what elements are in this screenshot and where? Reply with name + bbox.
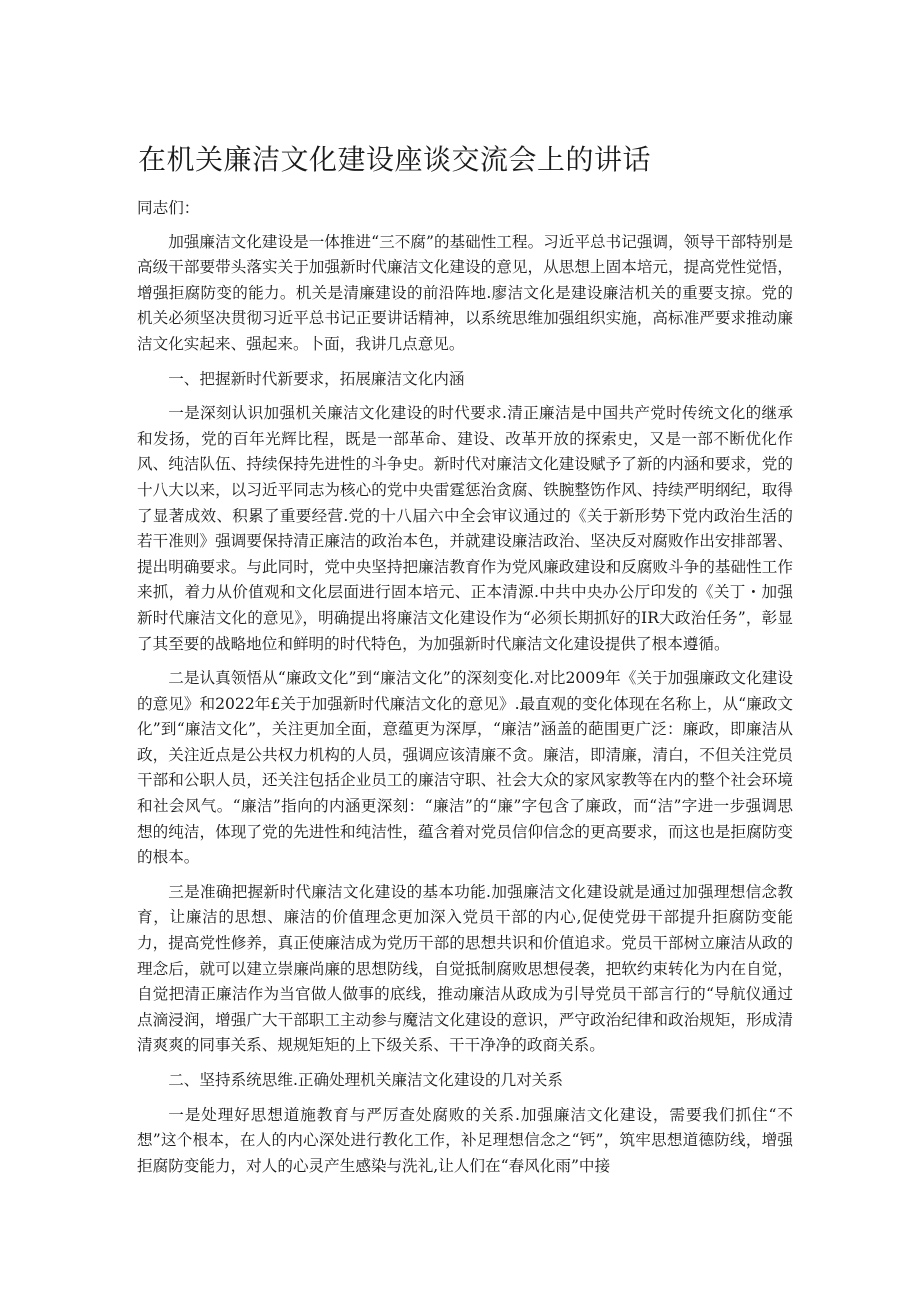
salutation: 同志们： — [137, 199, 200, 217]
section-heading-2: 二、坚持系统思维.正确处理机关廉洁文化建设的几对关系 — [168, 1071, 563, 1089]
paragraph-intro: 加强廉洁文化建设是一体推进“三不腐”的基础性工程。习近平总书记强调，领导干部特别是高级干部要带头落实关于加强新时代廉洁文化建设的意见，从思想上固本培元，提高党性觉悟，增强拒腐防变的能力。机关是清廉建设的前沿阵地.廖洁文化是建设廉洁机关的重要支掠。党的机关必须坚决贯彻习近平总书记正要讲话精神，以系统思维加强组织实施，高标准严要求推动廉洁文化实起来、强起来。卜面，我讲几点意见。 — [137, 232, 793, 353]
document-body — [137, 196, 793, 1188]
section-heading-1: 一、把握新时代新要求，拓展廉洁文化内涵 — [168, 369, 465, 388]
document-title: 在机关廉洁文化建设座谈交流会上的讲话 — [138, 143, 652, 176]
paragraph-1-2: 二是认真领悟从“廉政文化”到“廉洁文化”的深刻变化.对比2009年《关于加强廉政文化建设的意见》和2022年£关于加强新时代廉洁文化的意见》.最直观的变化体现在名称上，从“廉政文化”到“廉洁文化”，关注更加全面，意蕴更为深厚，“廉洁”涵盖的葩围更广泛：廉政，即廉洁从政，关注近点是公共权力机构的人员，强调应该清廉不贪。廉洁，即清廉，清白，不但关注党员干部和公职人员，还关注包括企业员工的廉洁守职、社会大众的家风家教等在内的整个社会环境和社会风气。“廉洁”指向的内涵更深刻：“廉洁”的“廉”字包含了廉政，而“洁”字进一步强调思想的纯洁，体现了党的先进性和纯洁性，蕴含着对党员信仰信念的更高要求，而这也是拒腐防变的根本。 — [137, 669, 793, 867]
paragraph-1-3: 三是准确把握新时代廉洁文化建设的基本功能.加强廉洁文化建设就是通过加强理想信念教育，让廉洁的思想、廉洁的价值理念更加深入党员干部的内心,促使党毋干部提升拒腐防变能力，提高党性修养，真正使廉洁成为党历干部的思想共识和价值追求。党员干部树立廉洁从政的理念后，就可以建立崇廉尚廉的思想防线，自觉抵制腐败思想侵袭，把软约束转化为内在自觉，自觉把清正廉洁作为当官做人做事的底线，推动廉洁从政成为引导党员干部言行的“导航仪通过点滴浸润，增强广大干部职工主动参与魔洁文化建设的意识，严守政治纪律和政治规矩，形成清清爽爽的同事关系、规规矩矩的上下级关系、干干净净的政商关系。 — [137, 882, 793, 1055]
paragraph-2-1: 一是处理好思想道施教育与严厉查处腐败的关系.加强廉洁文化建设，需要我们抓住“不想”这个根本，在人的内心深处进行教化工作，补足理想信念之“钙”，筑牢思想道德防线，增强拒腐防变能力，对人的心灵产生感染与洗礼,让人们在“春风化雨”中接 — [137, 1105, 793, 1175]
paragraph-1-1: 一是深刻认识加强机关廉洁文化建设的时代要求.清正廉洁是中国共产党时传统文化的继承和发扬，党的百年光辉比程，既是一部革命、建设、改革开放的探索史，又是一部不断优化作风、纯洁队伍、持续保持先进性的斗争史。新时代对廉洁文化建设赋予了新的内涵和要求，党的十八大以来，以习近平同志为核心的党中央雷霆惩治贪腐、铁腕整饬作风、持续严明纲纪，取得了显著成效、积累了重要经营.党的十八届六中全会审议通过的《关于新形势下党内政治生活的若干准则》强调要保持清正廉洁的政治本色，并就建设廉洁政治、坚决反对腐败作出安排部署、提出明确要求。与此同时，党中央坚持把廉洁教育作为党风廉政建设和反腐败斗争的基础性工作来抓，着力从价值观和文化层面进行固本培元、正本清源.中共中央办公厅印发的《关丁・加强新时代廉洁文化的意见》，明确提出将廉洁文化建设作为“必须长期抓好的IR大政治任务”，彰显了其至要的战略地位和鲜明的时代特色，为加强新时代廉洁文化建设提供了根本遵循。 — [137, 404, 793, 653]
